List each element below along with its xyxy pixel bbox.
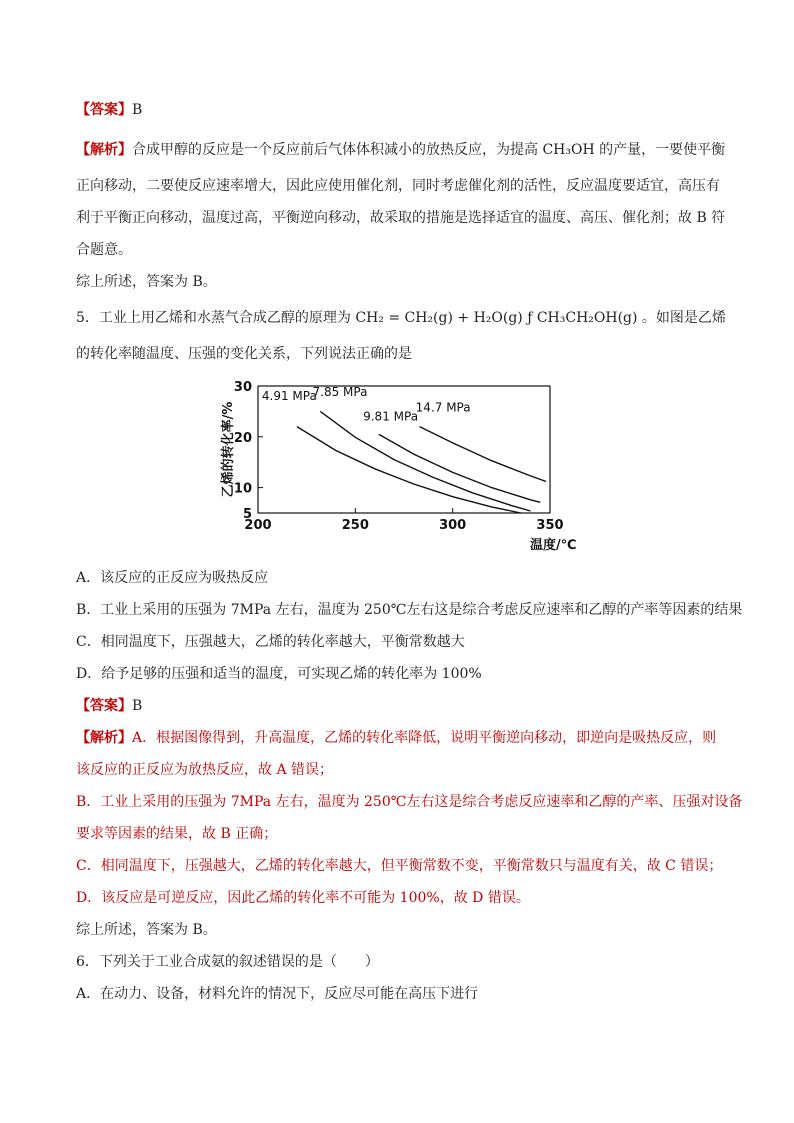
series-label: 14.7 MPa — [415, 400, 471, 415]
q5-stem-line-1: 5．工业上用乙烯和水蒸气合成乙醇的原理为 CH₂ = CH₂(g) + H₂O(g) ƒ CH₃CH₂OH(g) 。如图是乙烯 — [76, 310, 726, 326]
conversion-chart — [210, 376, 590, 556]
y-tick-label: 30 — [233, 380, 252, 395]
q4-analysis-line-3: 利于平衡正向移动，温度过高，平衡逆向移动，故采取的措施是选择适宜的温度、高压、催化剂；故 B 符 — [76, 210, 726, 226]
x-tick-label: 200 — [244, 518, 272, 533]
q5-analysis-line-3: B．工业上采用的压强为 7MPa 左右，温度为 250℃左右这是综合考虑反应速率和乙醇的产率、压强对设备 — [76, 794, 743, 810]
q4-analysis-line-2: 正向移动，二要使反应速率增大，因此应使用催化剂，同时考虑催化剂的活性，反应温度要适宜，高压有 — [76, 178, 720, 194]
y-tick-label: 5 — [242, 507, 252, 522]
q5-analysis-line-4: 要求等因素的结果，故 B 正确； — [76, 826, 278, 842]
q5-stem-line-2: 的转化率随温度、压强的变化关系，下列说法正确的是 — [76, 346, 412, 362]
series-line-3 — [420, 427, 546, 482]
q4-analysis-line-1: 【解析】合成甲醇的反应是一个反应前后气体体积减小的放热反应，为提高 CH₃OH 的产量，一要使平衡 — [76, 142, 726, 158]
series-label: 9.81 MPa — [363, 409, 419, 424]
x-tick-label: 300 — [439, 518, 467, 533]
y-axis-label: 乙烯的转化率/% — [221, 401, 236, 498]
q5-analysis-line-5: C．相同温度下，压强越大，乙烯的转化率越大，但平衡常数不变，平衡常数只与温度有关，故 C 错误； — [76, 858, 723, 874]
series-line-2 — [379, 434, 541, 502]
q4-answer: 【答案】B — [76, 102, 143, 118]
y-tick-label: 10 — [233, 481, 252, 497]
x-tick-label: 250 — [341, 518, 369, 533]
q5-analysis-line-2: 该反应的正反应为放热反应，故 A 错误； — [76, 762, 334, 778]
y-tick-label: 20 — [233, 430, 252, 446]
x-axis-label: 温度/℃ — [530, 538, 577, 553]
q5-option-a: A．该反应的正反应为吸热反应 — [76, 570, 269, 586]
series-label: 7.85 MPa — [312, 385, 368, 400]
q5-summary: 综上所述，答案为 B。 — [76, 922, 217, 938]
q5-option-b: B．工业上采用的压强为 7MPa 左右，温度为 250℃左右这是综合考虑反应速率和乙醇的产率等因素的结果 — [76, 602, 743, 618]
q5-option-c: C．相同温度下，压强越大，乙烯的转化率越大，平衡常数越大 — [76, 634, 465, 650]
q4-summary: 综上所述，答案为 B。 — [76, 274, 217, 290]
plot-frame — [258, 386, 550, 513]
series-line-1 — [320, 411, 530, 511]
x-tick-label: 350 — [536, 518, 564, 533]
q5-analysis-line-1: 【解析】A．根据图像得到，升高温度，乙烯的转化率降低，说明平衡逆向移动，即逆向是吸热反应，则 — [76, 730, 717, 746]
series-label: 4.91 MPa — [261, 389, 317, 404]
q5-analysis-line-6: D．该反应是可逆反应，因此乙烯的转化率不可能为 100%，故 D 错误。 — [76, 890, 530, 906]
series-line-0 — [297, 427, 521, 513]
q5-answer: 【答案】B — [76, 698, 143, 714]
q6-stem: 6．下列关于工业合成氨的叙述错误的是（ ） — [76, 954, 379, 970]
q4-analysis-line-4: 合题意。 — [76, 242, 132, 258]
q6-option-a: A．在动力、设备，材料允许的情况下，反应尽可能在高压下进行 — [76, 986, 479, 1002]
q5-option-d: D．给予足够的压强和适当的温度，可实现乙烯的转化率为 100% — [76, 666, 482, 682]
